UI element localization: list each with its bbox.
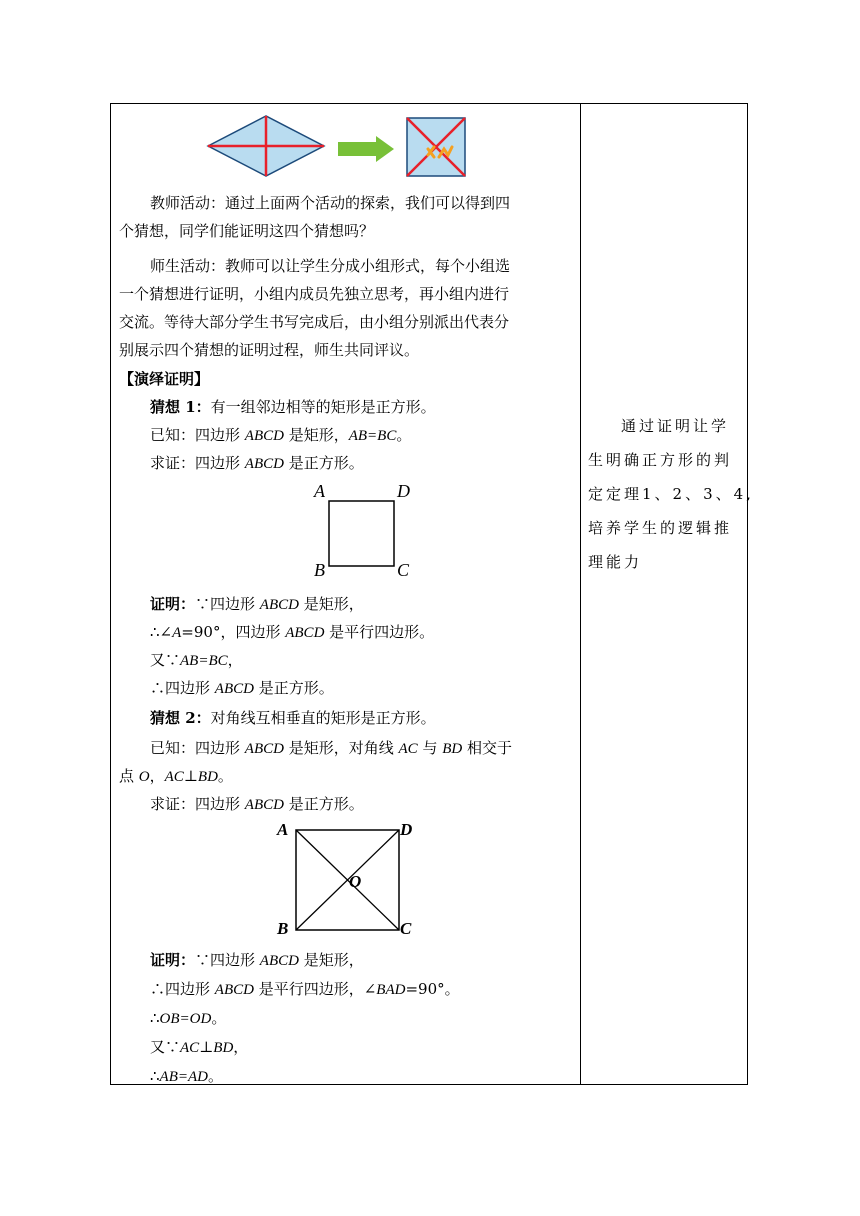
square-abcd-figure <box>310 480 420 580</box>
conjecture-2-known-line-2: 点 O，AC⊥BD。 <box>119 767 233 785</box>
side-note-line-2: 生明确正方形的判 <box>588 451 733 469</box>
activity-para-2-line-2: 一个猜想进行证明，小组内成员先独立思考，再小组内进行 <box>119 285 510 303</box>
label-c: C <box>400 919 412 938</box>
label-b: B <box>314 560 325 580</box>
activity-para-1-line-1: 教师活动：通过上面两个活动的探索，我们可以得到四 <box>150 194 511 212</box>
proof-2-line-2: ∴四边形 ABCD 是平行四边形，∠BAD=90°。 <box>150 980 460 998</box>
rhombus-figure <box>206 114 328 178</box>
side-note-line-5: 理能力 <box>588 553 643 571</box>
proof-2-line-4: 又∵AC⊥BD， <box>150 1038 249 1056</box>
arrow-right-icon <box>336 134 398 164</box>
conjecture-1-known: 已知：四边形 ABCD 是矩形，AB=BC。 <box>150 426 412 444</box>
proof-1-line-3: 又∵AB=BC， <box>150 651 243 669</box>
square-figure <box>406 117 468 179</box>
conjecture-2-prove: 求证：四边形 ABCD 是正方形。 <box>150 795 364 813</box>
proof-1-line-2: ∴∠A=90°，四边形 ABCD 是平行四边形。 <box>150 623 435 641</box>
column-divider <box>580 103 581 1085</box>
conjecture-1-prove: 求证：四边形 ABCD 是正方形。 <box>150 454 364 472</box>
section-heading: 【演绎证明】 <box>119 370 210 388</box>
conjecture-1-statement: 猜想 1：有一组邻边相等的矩形是正方形。 <box>150 398 436 416</box>
conjecture-2-statement: 猜想 2：对角线互相垂直的矩形是正方形。 <box>150 709 436 727</box>
side-note-line-4: 培养学生的逻辑推 <box>588 519 733 537</box>
proof-2-line-1: 证明：∵四边形 ABCD 是矩形， <box>150 951 364 969</box>
square-diagonals-figure <box>275 818 420 943</box>
proof-1-line-4: ∴四边形 ABCD 是正方形。 <box>150 679 334 697</box>
label-o: O <box>349 872 362 891</box>
activity-para-2-line-4: 别展示四个猜想的证明过程，师生共同评议。 <box>119 341 420 359</box>
proof-2-line-3: ∴OB=OD。 <box>150 1009 227 1027</box>
proof-2-line-5: ∴AB=AD。 <box>150 1067 224 1085</box>
label-d: D <box>397 481 410 501</box>
activity-para-2-line-3: 交流。等待大部分学生书写完成后，由小组分别派出代表分 <box>119 313 510 331</box>
label-a: A <box>277 820 289 839</box>
side-note-line-3: 定定理1、2、3、4, <box>588 485 754 503</box>
label-d: D <box>400 820 413 839</box>
conjecture-2-known-line-1: 已知：四边形 ABCD 是矩形，对角线 AC 与 BD 相交于 <box>150 739 512 757</box>
proof-1-line-1: 证明：∵四边形 ABCD 是矩形， <box>150 595 364 613</box>
label-c: C <box>397 560 410 580</box>
activity-para-2-line-1: 师生活动：教师可以让学生分成小组形式，每个小组选 <box>150 257 511 275</box>
label-b: B <box>277 919 289 938</box>
label-a: A <box>314 481 325 501</box>
side-note-line-1: 通过证明让学 <box>621 417 730 435</box>
activity-para-1-line-2: 个猜想，同学们能证明这四个猜想吗？ <box>119 222 375 240</box>
